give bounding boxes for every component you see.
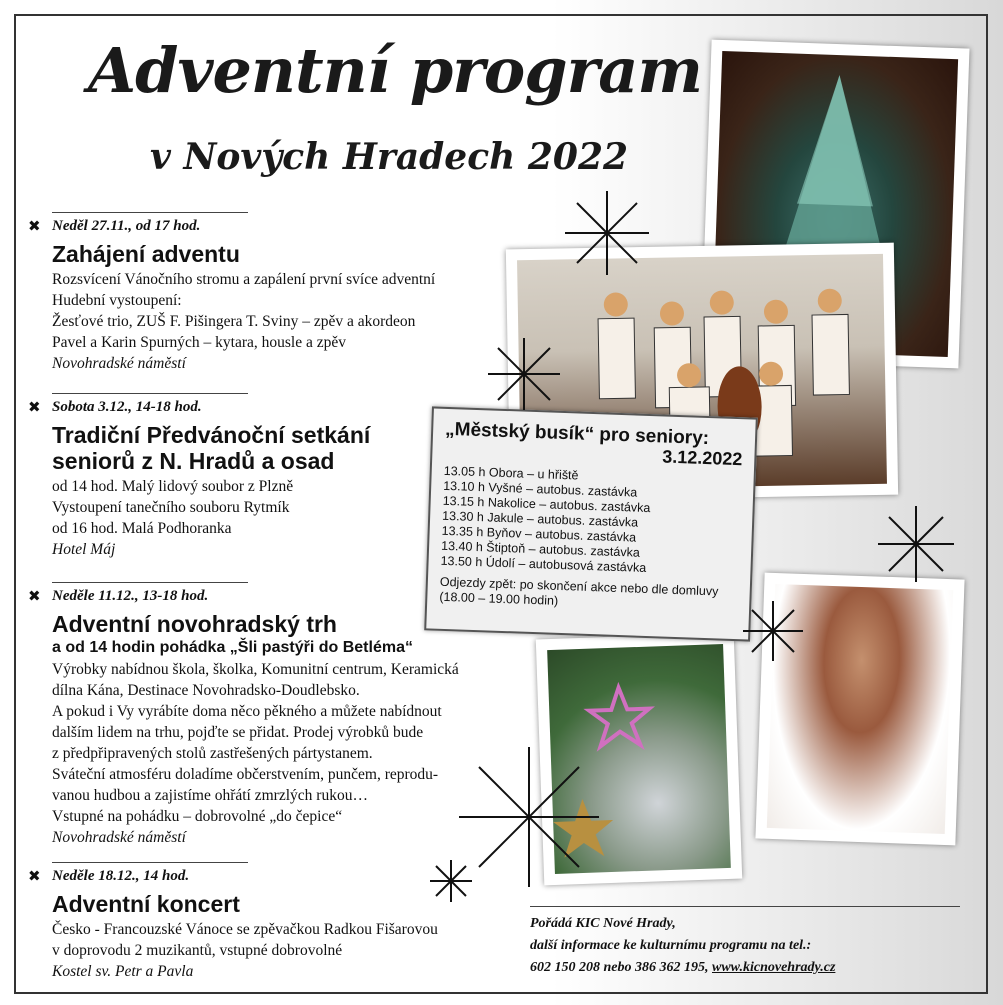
poster-subtitle: v Nových Hradech 2022 (150, 136, 629, 178)
event-location: Hotel Máj (52, 541, 116, 558)
event-location: Novohradské náměstí (52, 829, 186, 846)
snowflake-icon (428, 858, 474, 904)
cross-bullet-icon: ✖ (28, 398, 41, 416)
event-date: ✖ Neděle 18.12., 14 hod. (28, 867, 190, 885)
event-title: Tradiční Předvánoční setkání seniorů z N. Hradů a osad (52, 422, 371, 474)
organizer-info: Pořádá KIC Nové Hrady, další informace ke kulturnímu programu na tel.: 602 150 208 nebo 386 362 195, www.kicnovehrady.cz (530, 906, 960, 979)
event-date: ✖ Neděl 27.11., od 17 hod. (28, 217, 201, 235)
bus-stop: 13.10 h Vyšné – autobus. zastávka (442, 478, 638, 500)
event-title: Adventní koncert (52, 891, 240, 917)
bus-date: 3.12.2022 (661, 446, 743, 470)
event-date: ✖ Neděle 11.12., 13-18 hod. (28, 587, 209, 605)
divider (52, 862, 248, 863)
website-link[interactable]: www.kicnovehrady.cz (712, 960, 836, 975)
bus-stop: 13.50 h Údolí – autobusová zastávka (440, 553, 647, 575)
divider (52, 393, 248, 394)
cross-bullet-icon: ✖ (28, 217, 41, 235)
bus-stop: 13.40 h Štiptoň – autobus. zastávka (440, 538, 641, 560)
snowflake-icon (740, 598, 806, 664)
event-title: Adventní novohradský trh (52, 611, 337, 637)
event-title: Zahájení adventu (52, 241, 240, 267)
event-subtitle: a od 14 hodin pohádka „Šli pastýři do Betléma“ (52, 639, 413, 656)
divider (52, 582, 248, 583)
event-1 (28, 212, 498, 374)
bus-stop: 13.05 h Obora – u hřiště (443, 463, 579, 483)
snowflake-icon (560, 186, 654, 280)
bus-stop: 13.30 h Jakule – autobus. zastávka (441, 508, 639, 530)
cross-bullet-icon: ✖ (28, 587, 41, 605)
bus-heading: „Městský busík“ pro seniory: (444, 418, 710, 450)
event-description: Rozsvícení Vánočního stromu a zapálení první svíce adventní Hudební vystoupení: Žesťové trio, ZUŠ F. Pišingera T. Sviny – zpěv a akordeon Pavel a Karin Spurných – kytara, housle a zpěv (52, 271, 436, 351)
event-description: Výrobky nabídnou škola, školka, Komunitní centrum, Keramická dílna Kána, Destinace Novohradsko-Doudlebsko. A pokud i Vy vyrábíte doma něco pěkného a můžete nabídnout dalším lidem na trhu, pojďte se přidat. Prodej výrobků bude z předpřipravených stolů zastřešených pártystanem. Sváteční atmosféru doladíme občerstvením, punčem, reprodu- vanou hudbou a zajistíme ohřátí zmrzlých rukou… Vstupné na pohádku – dobrovolné „do čepice“ (52, 661, 459, 825)
snowflake-icon (874, 502, 958, 586)
event-location: Kostel sv. Petr a Pavla (52, 963, 194, 980)
event-description: od 14 hod. Malý lidový soubor z Plzně Vystoupení tanečního souboru Rytmík od 16 hod. Malá Podhoranka (52, 478, 294, 537)
event-location: Novohradské náměstí (52, 355, 186, 372)
bus-stop: 13.35 h Byňov – autobus. zastávka (441, 523, 637, 545)
cross-bullet-icon: ✖ (28, 867, 41, 885)
snowflake-icon (454, 742, 604, 892)
bus-note: Odjezdy zpět: po skončení akce nebo dle domluvy (18.00 – 19.00 hodin) (439, 574, 719, 608)
event-description: Česko - Francouzské Vánoce se zpěvačkou Radkou Fišarovou v doprovodu 2 muzikantů, vstupné dobrovolné (52, 921, 438, 959)
event-date: ✖ Sobota 3.12., 14-18 hod. (28, 398, 202, 416)
snowflake-icon (484, 334, 564, 414)
poster-title: Adventní program (88, 34, 703, 107)
divider (52, 212, 248, 213)
bus-stop: 13.15 h Nakolice – autobus. zastávka (442, 493, 651, 516)
bus-schedule-box (424, 406, 758, 641)
